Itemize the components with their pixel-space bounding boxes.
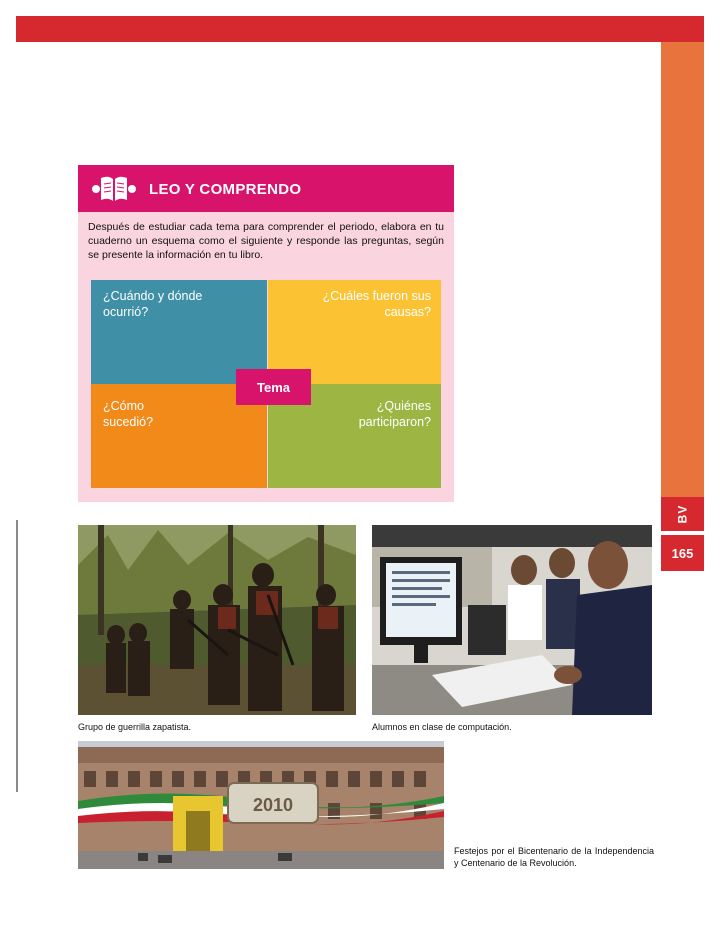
- zapatista-photo: [78, 525, 356, 715]
- center-tema-label: Tema: [236, 369, 311, 405]
- quadrant-when-where-text: ¿Cuándo y dónde ocurrió?: [103, 289, 203, 319]
- margin-line: [16, 520, 18, 792]
- bicentenario-caption: Festejos por el Bicentenario de la Independencia y Centenario de la Revolución.: [454, 846, 654, 868]
- page-number: 165: [661, 535, 704, 571]
- leo-title: LEO Y COMPRENDO: [149, 181, 302, 198]
- students-caption: Alumnos en clase de computación.: [372, 722, 512, 732]
- top-color-bar: [16, 16, 704, 42]
- leo-instructions: Después de estudiar cada tema para comprender el periodo, elabora en tu cuaderno un esquema como el siguiente y responde las preguntas, según se presente la información en tu libro.: [88, 221, 444, 261]
- side-tab: [661, 42, 704, 497]
- quadrant-how-text: ¿Cómo sucedió?: [103, 399, 154, 429]
- reading-book-icon: [91, 172, 137, 204]
- students-computer-photo: [372, 525, 652, 715]
- bicentenario-sign-text: 2010: [252, 795, 294, 815]
- zapatista-caption: Grupo de guerrilla zapatista.: [78, 722, 192, 732]
- leo-header: [78, 165, 454, 212]
- quadrant-who-text: ¿Quiénes participaron?: [358, 399, 431, 429]
- bicentenario-photo: [78, 741, 444, 869]
- block-label: BV: [661, 497, 704, 531]
- quadrant-causes-text: ¿Cuáles fueron sus causas?: [322, 289, 431, 319]
- leo-y-comprendo-box: [78, 165, 454, 502]
